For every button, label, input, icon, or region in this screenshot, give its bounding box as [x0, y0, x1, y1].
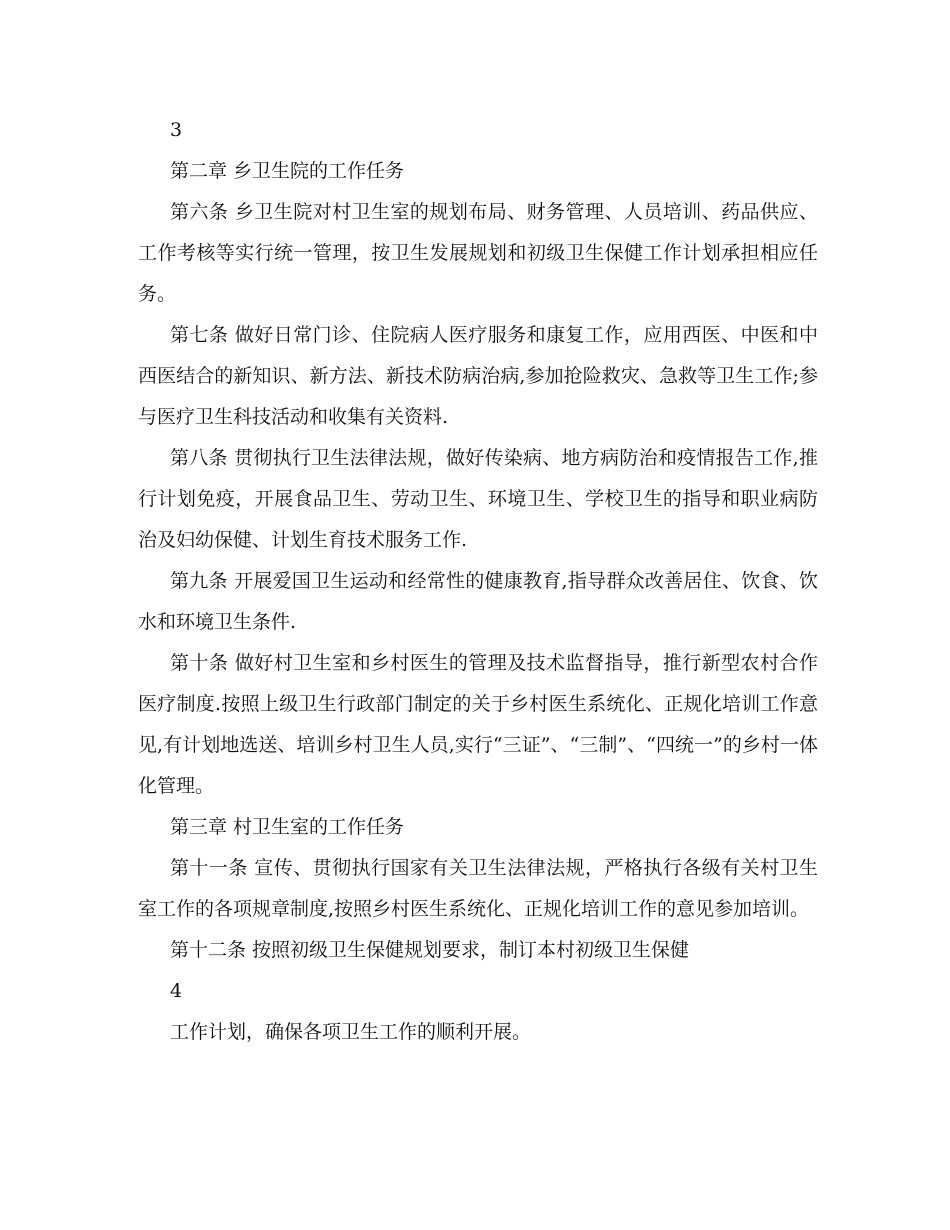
page-number-3: 3	[170, 119, 183, 141]
article-9: 第九条 开展爱国卫生运动和经常性的健康教育,指导群众改善居住、饮食、饮水和环境卫生条件.	[138, 570, 818, 633]
document-body	[138, 110, 818, 1053]
article-8: 第八条 贯彻执行卫生法律法规，做好传染病、地方病防治和疫情报告工作,推行计划免疫，开展食品卫生、劳动卫生、环境卫生、学校卫生的指导和职业病防治及妇幼保健、计划生育技术服务工作.	[138, 447, 818, 551]
article-7: 第七条 做好日常门诊、住院病人医疗服务和康复工作，应用西医、中医和中西医结合的新知识、新方法、新技术防病治病,参加抢险救灾、急救等卫生工作;参与医疗卫生科技活动和收集有关资料.	[138, 324, 818, 428]
chapter-2-heading: 第二章 乡卫生院的工作任务	[170, 160, 405, 182]
page-number-4: 4	[170, 980, 183, 1002]
article-12-continued: 工作计划，确保各项卫生工作的顺利开展。	[170, 1021, 532, 1043]
article-10: 第十条 做好村卫生室和乡村医生的管理及技术监督指导，推行新型农村合作医疗制度.按照上级卫生行政部门制定的关于乡村医生系统化、正规化培训工作意见,有计划地选送、培训乡村卫生人员,实行“三证”、“三制”、“四统一”的乡村一体化管理。	[138, 652, 818, 797]
article-6: 第六条 乡卫生院对村卫生室的规划布局、财务管理、人员培训、药品供应、工作考核等实行统一管理，按卫生发展规划和初级卫生保健工作计划承担相应任务。	[138, 201, 818, 305]
chapter-3-heading: 第三章 村卫生室的工作任务	[170, 816, 405, 838]
article-12-start: 第十二条 按照初级卫生保健规划要求，制订本村初级卫生保健	[170, 939, 690, 961]
article-11: 第十一条 宣传、贯彻执行国家有关卫生法律法规，严格执行各级有关村卫生室工作的各项规章制度,按照乡村医生系统化、正规化培训工作的意见参加培训。	[138, 857, 818, 920]
